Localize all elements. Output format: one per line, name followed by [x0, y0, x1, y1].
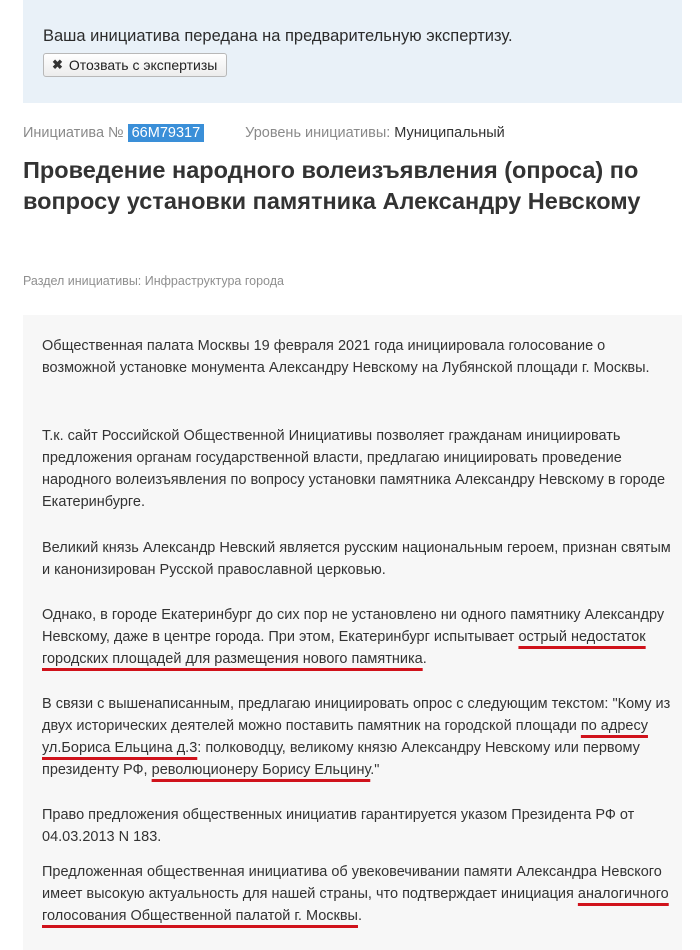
paragraph-4 — [42, 604, 672, 670]
paragraph-1: Общественная палата Москвы 19 февраля 2021 года инициировала голосование о возможной установке монумента Александру Невскому на Лубянской площади г. Москвы. — [42, 338, 650, 376]
paragraph-3: Великий князь Александр Невский является русским национальным героем, признан святым и канонизирован Русской православной церковью. — [42, 540, 671, 578]
notice-text: Ваша инициатива передана на предварительную экспертизу. — [43, 27, 513, 45]
paragraph-5-middle: : полководцу, великому князю Александру Невскому или первому президенту РФ, — [42, 740, 640, 778]
initiative-number-badge: 66М79317 — [128, 124, 205, 142]
underlined-highlight: острый недостаток городских площадей для размещения нового памятника — [42, 629, 646, 667]
withdraw-from-expertise-button[interactable] — [43, 53, 227, 77]
level-value: Муниципальный — [394, 125, 505, 141]
underlined-highlight: революционеру Борису Ельцину — [151, 762, 371, 778]
paragraph-7 — [42, 861, 672, 927]
initiative-meta — [23, 124, 505, 142]
underlined-highlight: по адресу ул.Бориса Ельцина д.3 — [42, 718, 648, 756]
paragraph-5 — [42, 693, 672, 781]
paragraph-5-end: ." — [370, 762, 380, 778]
paragraph-7-text: Предложенная общественная инициатива об увековечивании памяти Александра Невского имеет высокую актуальность для нашей страны, что подтверждает инициация — [42, 864, 662, 902]
expertise-notice — [23, 0, 682, 103]
paragraph-2: Т.к. сайт Российской Общественной Инициативы позволяет гражданам инициировать предложения органам государственной власти, предлагаю инициировать проведение народного волеизъявления по вопросу установки памятника Александру Невскому в городе Екатеринбурге. — [42, 428, 666, 510]
page-title: Проведение народного волеизъявления (опроса) по вопросу установки памятника Александру Невскому — [23, 157, 641, 214]
paragraph-4-text: Однако, в городе Екатеринбург до сих пор не установлено ни одного памятнику Александру Невскому, даже в центре города. При этом, Екатеринбург испытывает — [42, 607, 665, 645]
underlined-highlight: аналогичного голосования Общественной палатой г. Москвы — [42, 886, 669, 924]
initiative-number-label: Инициатива № — [23, 125, 124, 141]
initiative-description — [23, 315, 682, 950]
paragraph-7-end: . — [357, 908, 363, 924]
close-icon: ✖ — [52, 57, 63, 72]
withdraw-button-label: Отозвать с экспертизы — [68, 57, 218, 73]
level-label: Уровень инициативы: — [245, 125, 391, 141]
paragraph-5-text: В связи с вышенаписанным, предлагаю инициировать опрос с следующим текстом: "Кому из двух исторических деятелей можно поставить памятник на городской площади — [42, 696, 671, 734]
initiative-section: Раздел инициативы: Инфраструктура города — [23, 274, 284, 288]
paragraph-4-end: . — [422, 651, 427, 667]
paragraph-6: Право предложения общественных инициатив гарантируется указом Президента РФ от 04.03.2013 N 183. — [42, 807, 635, 845]
